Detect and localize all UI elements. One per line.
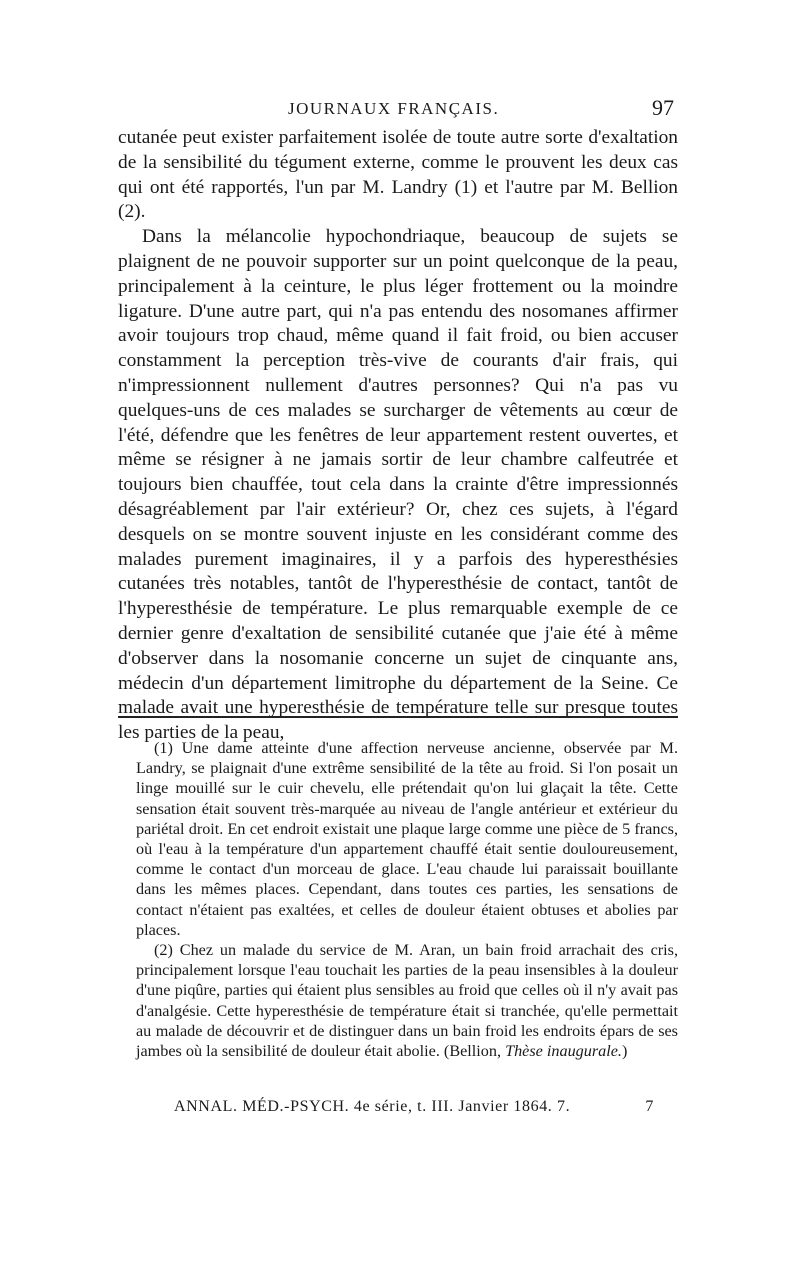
footnote-2-end: ) [621, 1042, 628, 1061]
paragraph-melancolie: Dans la mélancolie hypochondriaque, beaucoup de sujets se plaignent de ne pouvoir supporter sur un point quelconque de la peau, principalement à la ceinture, le plus léger frottement ou la moindre ligature. D'une autre part, qui n'a pas entendu des nosomanes affirmer avoir toujours trop chaud, même quand il fait froid, ou bien accuser constamment la perception très-vive de courants d'air frais, qui n'impressionnent nullement d'autres personnes? Qui n'a pas vu quelques-uns de ces malades se surcharger de vêtements au cœur de l'été, défendre que les fenêtres de leur appartement restent ouvertes, et même se résigner à ne jamais sortir de leur chambre calfeutrée et toujours bien chauffée, tout cela dans la crainte d'être impressionnés désagréablement par l'air extérieur? Or, chez ces sujets, à l'égard desquels on se montre souvent injuste en les considérant comme des malades purement imaginaires, il y a parfois des hyperesthésies cutanées très notables, tantôt de l'hyperesthésie de contact, tantôt de l'hyperesthésie de température. Le plus remarquable exemple de ce dernier genre d'exaltation de sensibilité cutanée que j'aie été à même d'observer dans la nosomanie concerne un sujet de cinquante ans, médecin d'un département limitrophe du département de la Seine. Ce malade avait une hyperesthésie de température telle sur presque toutes les parties de la peau, [118, 226, 678, 744]
page-number: 97 [652, 95, 674, 120]
running-title: JOURNAUX FRANÇAIS. [288, 99, 500, 118]
footnotes [136, 738, 678, 1061]
paragraph-continued: cutanée peut exister parfaitement isolée de toute autre sorte d'exaltation de la sensibilité du tégument externe, comme le prouvent les deux cas qui ont été rapportés, l'un par M. Landry (1) et l'autre par M. Bellion (2). [118, 127, 678, 223]
signature-number: 7 [645, 1098, 654, 1115]
main-text [118, 126, 678, 746]
footnote-2 [136, 940, 678, 1061]
footnote-2-title: Thèse inaugurale. [505, 1042, 622, 1061]
footnote-1: (1) Une dame atteinte d'une affection nerveuse ancienne, observée par M. Landry, se plaignait d'une extrême sensibilité de la tête au froid. Si l'on posait un linge mouillé sur le cuir chevelu, elle prétendait qu'on lui glaçait la tête. Cette sensation était souvent très-marquée au niveau de l'angle antérieur et extérieur du pariétal droit. En cet endroit existait une plaque large comme une pièce de 5 francs, où l'eau à la température d'un appartement chauffé était sentie douloureusement, comme le contact d'un morceau de glace. L'eau chaude lui paraissait bouillante dans les mêmes places. Cependant, dans toutes ces parties, les sensations de contact n'étaient pas exaltées, et celles de douleur étaient obtuses et abolies par places. [136, 739, 678, 939]
footnote-2-text: (2) Chez un malade du service de M. Aran, un bain froid arrachait des cris, principalement lorsque l'eau touchait les parties de la peau insensibles à la douleur d'une piqûre, parties qui étaient plus sensibles au froid que celles où il n'y avait pas d'analgésie. Cette hyperesthésie de température était si tranchée, qu'elle permettait au malade de découvrir et de distinguer dans un bain froid les endroits épars de ses jambes où la sensibilité de douleur était abolie. (Bellion, [136, 941, 678, 1061]
signature-line [174, 1098, 654, 1116]
page-header [118, 95, 678, 127]
signature-text: ANNAL. MÉD.-PSYCH. 4e série, t. III. Janvier 1864. 7. [174, 1098, 571, 1115]
footnote-separator [118, 716, 678, 718]
